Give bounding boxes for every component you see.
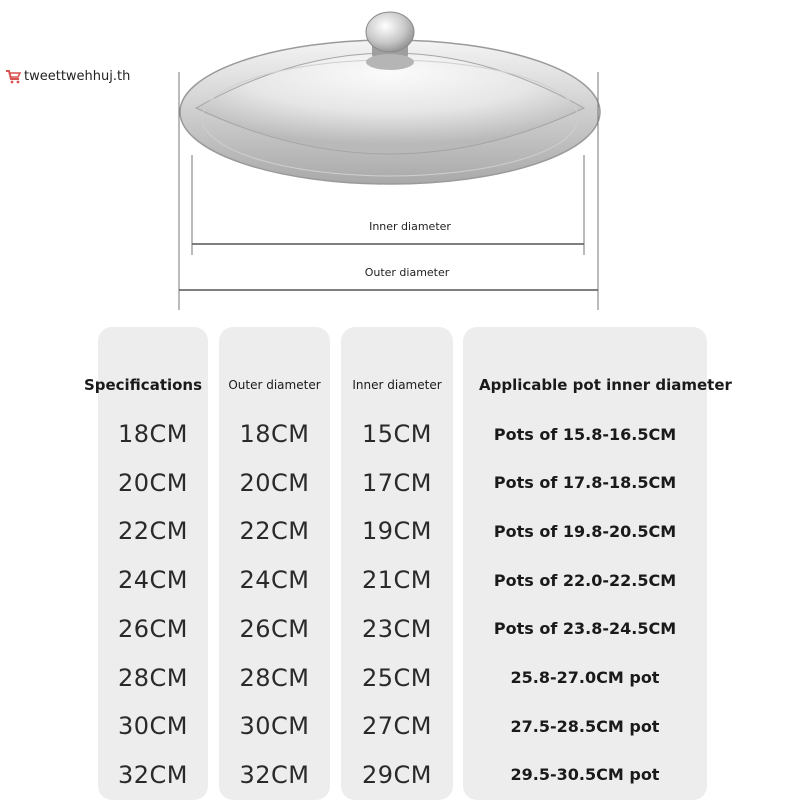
inner-diameter-cell: 27CM xyxy=(361,712,432,741)
outer-diameter-cell: 22CM xyxy=(239,517,310,546)
applicable-pot-cell: Pots of 15.8-16.5CM xyxy=(493,424,677,444)
applicable-pot-cell: Pots of 17.8-18.5CM xyxy=(493,473,677,493)
inner-diameter-cell: 25CM xyxy=(361,663,432,692)
spec-cell: 30CM xyxy=(117,712,188,741)
inner-diameter-cell: 19CM xyxy=(361,517,432,546)
header-inner-diameter: Inner diameter xyxy=(352,378,442,392)
applicable-pot-cell: 29.5-30.5CM pot xyxy=(510,765,660,785)
applicable-pot-cell: 25.8-27.0CM pot xyxy=(510,668,660,687)
outer-diameter-cell: 32CM xyxy=(239,760,310,789)
inner-diameter-cell: 21CM xyxy=(361,566,432,595)
outer-diameter-label: Outer diameter xyxy=(364,266,450,279)
spec-cell: 24CM xyxy=(117,566,188,595)
spec-cell: 32CM xyxy=(117,760,188,789)
outer-diameter-cell: 24CM xyxy=(239,566,310,595)
applicable-pot-cell: 27.5-28.5CM pot xyxy=(510,716,660,736)
applicable-pot-cell: Pots of 23.8-24.5CM xyxy=(493,619,677,639)
outer-diameter-cell: 30CM xyxy=(239,712,310,741)
header-outer-diameter: Outer diameter xyxy=(228,378,321,392)
inner-diameter-cell: 17CM xyxy=(361,468,432,497)
applicable-pot-cell: Pots of 19.8-20.5CM xyxy=(493,521,677,541)
watermark-text: tweettwehhuj.th xyxy=(24,68,131,84)
spec-cell: 20CM xyxy=(117,468,188,497)
spec-cell: 18CM xyxy=(117,420,188,448)
applicable-pot-cell: Pots of 22.0-22.5CM xyxy=(493,570,677,590)
spec-cell: 26CM xyxy=(117,614,188,643)
outer-diameter-cell: 26CM xyxy=(239,614,310,643)
inner-diameter-cell: 23CM xyxy=(361,614,432,643)
inner-diameter-label: Inner diameter xyxy=(369,220,451,233)
outer-diameter-cell: 28CM xyxy=(239,663,310,692)
outer-diameter-cell: 20CM xyxy=(239,468,310,497)
spec-cell: 28CM xyxy=(117,663,188,692)
header-applicable-pot: Applicable pot inner diameter xyxy=(479,376,732,394)
outer-diameter-cell: 18CM xyxy=(239,420,310,448)
inner-diameter-cell: 15CM xyxy=(361,420,432,448)
lid-illustration xyxy=(0,0,800,320)
header-specifications: Specifications xyxy=(83,376,203,394)
inner-diameter-cell: 29CM xyxy=(361,760,432,789)
spec-cell: 22CM xyxy=(117,517,188,546)
